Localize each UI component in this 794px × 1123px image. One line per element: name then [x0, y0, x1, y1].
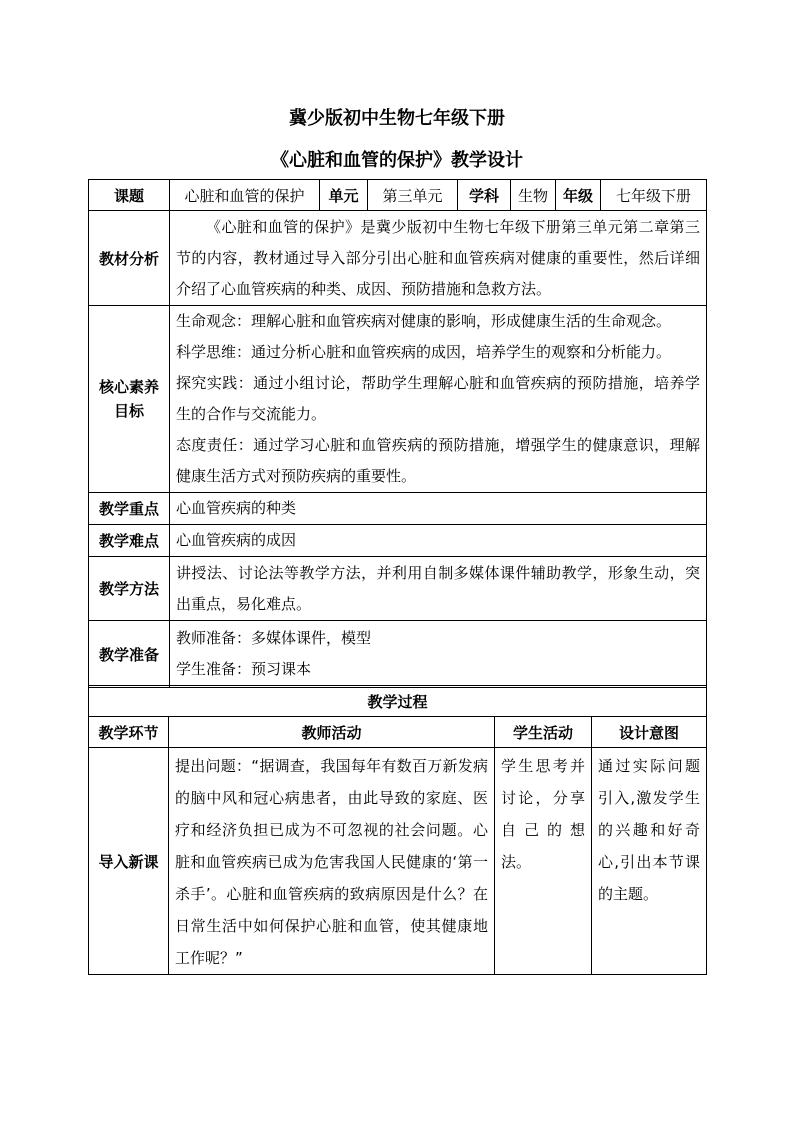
method-row [89, 557, 707, 621]
subject-value: 生物 [511, 180, 556, 211]
preparation-row [89, 621, 707, 688]
key-point-row [89, 493, 707, 525]
teacher-preparation: 教师准备：多媒体课件，模型 [176, 629, 372, 647]
difficulty-label: 教学难点 [89, 525, 170, 557]
process-row [89, 748, 707, 975]
difficulty-text: 心血管疾病的成因 [170, 525, 707, 557]
header-teacher-activity: 教师活动 [169, 717, 495, 748]
literacy-label-line1: 核心素养 [98, 378, 159, 396]
literacy-item: 探究实践：通过小组讨论，帮助学生理解心脏和血管疾病的预防措施，培养学生的合作与交流能力。 [176, 374, 700, 423]
literacy-item: 态度责任：通过学习心脏和血管疾病的预防措施，增强学生的健康意识，理解健康生活方式对预防疾病的重要性。 [176, 436, 700, 485]
difficulty-row [89, 525, 707, 557]
subject-label: 学科 [458, 180, 511, 211]
header-stage: 教学环节 [89, 717, 169, 748]
preparation-label: 教学准备 [89, 621, 170, 688]
document-title: 冀少版初中生物七年级下册 [289, 108, 505, 129]
literacy-item: 生命观念：理解心脏和血管疾病对健康的影响，形成健康生活的生命观念。 [176, 312, 672, 330]
literacy-label [89, 306, 170, 493]
unit-label: 单元 [320, 180, 368, 211]
student-activity: 学生思考并讨论，分享自己的想法。 [495, 748, 592, 975]
student-preparation: 学生准备：预习课本 [176, 660, 312, 678]
key-point-label: 教学重点 [89, 493, 170, 525]
analysis-label: 教材分析 [89, 211, 170, 306]
grade-label: 年级 [556, 180, 601, 211]
literacy-label-line2: 目标 [113, 402, 144, 420]
method-label: 教学方法 [89, 557, 170, 621]
teacher-activity: 提出问题：“据调查，我国每年有数百万新发病的脑中风和冠心病患者，由此导致的家庭、医疗和经济负担已成为不可忽视的社会问题。心脏和血管疾病已成为危害我国人民健康的‘第一杀手’。心脏和血管疾病的致病原因是什么？在日常生活中如何保护心脏和血管，使其健康地工作呢？” [169, 748, 495, 975]
teaching-process-table [88, 685, 707, 975]
literacy-item: 科学思维：通过分析心脏和血管疾病的成因，培养学生的观察和分析能力。 [176, 343, 672, 361]
literacy-row [89, 306, 707, 493]
topic-value: 心脏和血管的保护 [170, 180, 320, 211]
header-design-intent: 设计意图 [592, 717, 707, 748]
unit-value: 第三单元 [368, 180, 458, 211]
method-text: 讲授法、讨论法等教学方法，并利用自制多媒体课件辅助教学，形象生动，突出重点，易化难点。 [170, 557, 707, 621]
design-intent: 通过实际问题引入,激发学生的兴趣和好奇心,引出本节课的主题。 [592, 748, 707, 975]
process-header-row [89, 717, 707, 748]
stage-label: 导入新课 [89, 748, 169, 975]
process-title-row [89, 686, 707, 717]
header-student-activity: 学生活动 [495, 717, 592, 748]
document-subtitle: 《心脏和血管的保护》教学设计 [271, 150, 523, 171]
topic-row [89, 180, 707, 211]
topic-label: 课题 [89, 180, 170, 211]
preparation-content [170, 621, 707, 688]
analysis-row [89, 211, 707, 306]
literacy-content [170, 306, 707, 493]
process-title: 教学过程 [89, 686, 707, 717]
grade-value: 七年级下册 [601, 180, 707, 211]
lesson-info-table [88, 179, 707, 688]
key-point-text: 心血管疾病的种类 [170, 493, 707, 525]
analysis-text: 《心脏和血管的保护》是冀少版初中生物七年级下册第三单元第二章第三节的内容，教材通过导入部分引出心脏和血管疾病对健康的重要性，然后详细介绍了心血管疾病的种类、成因、预防措施和急救方法。 [170, 211, 707, 306]
